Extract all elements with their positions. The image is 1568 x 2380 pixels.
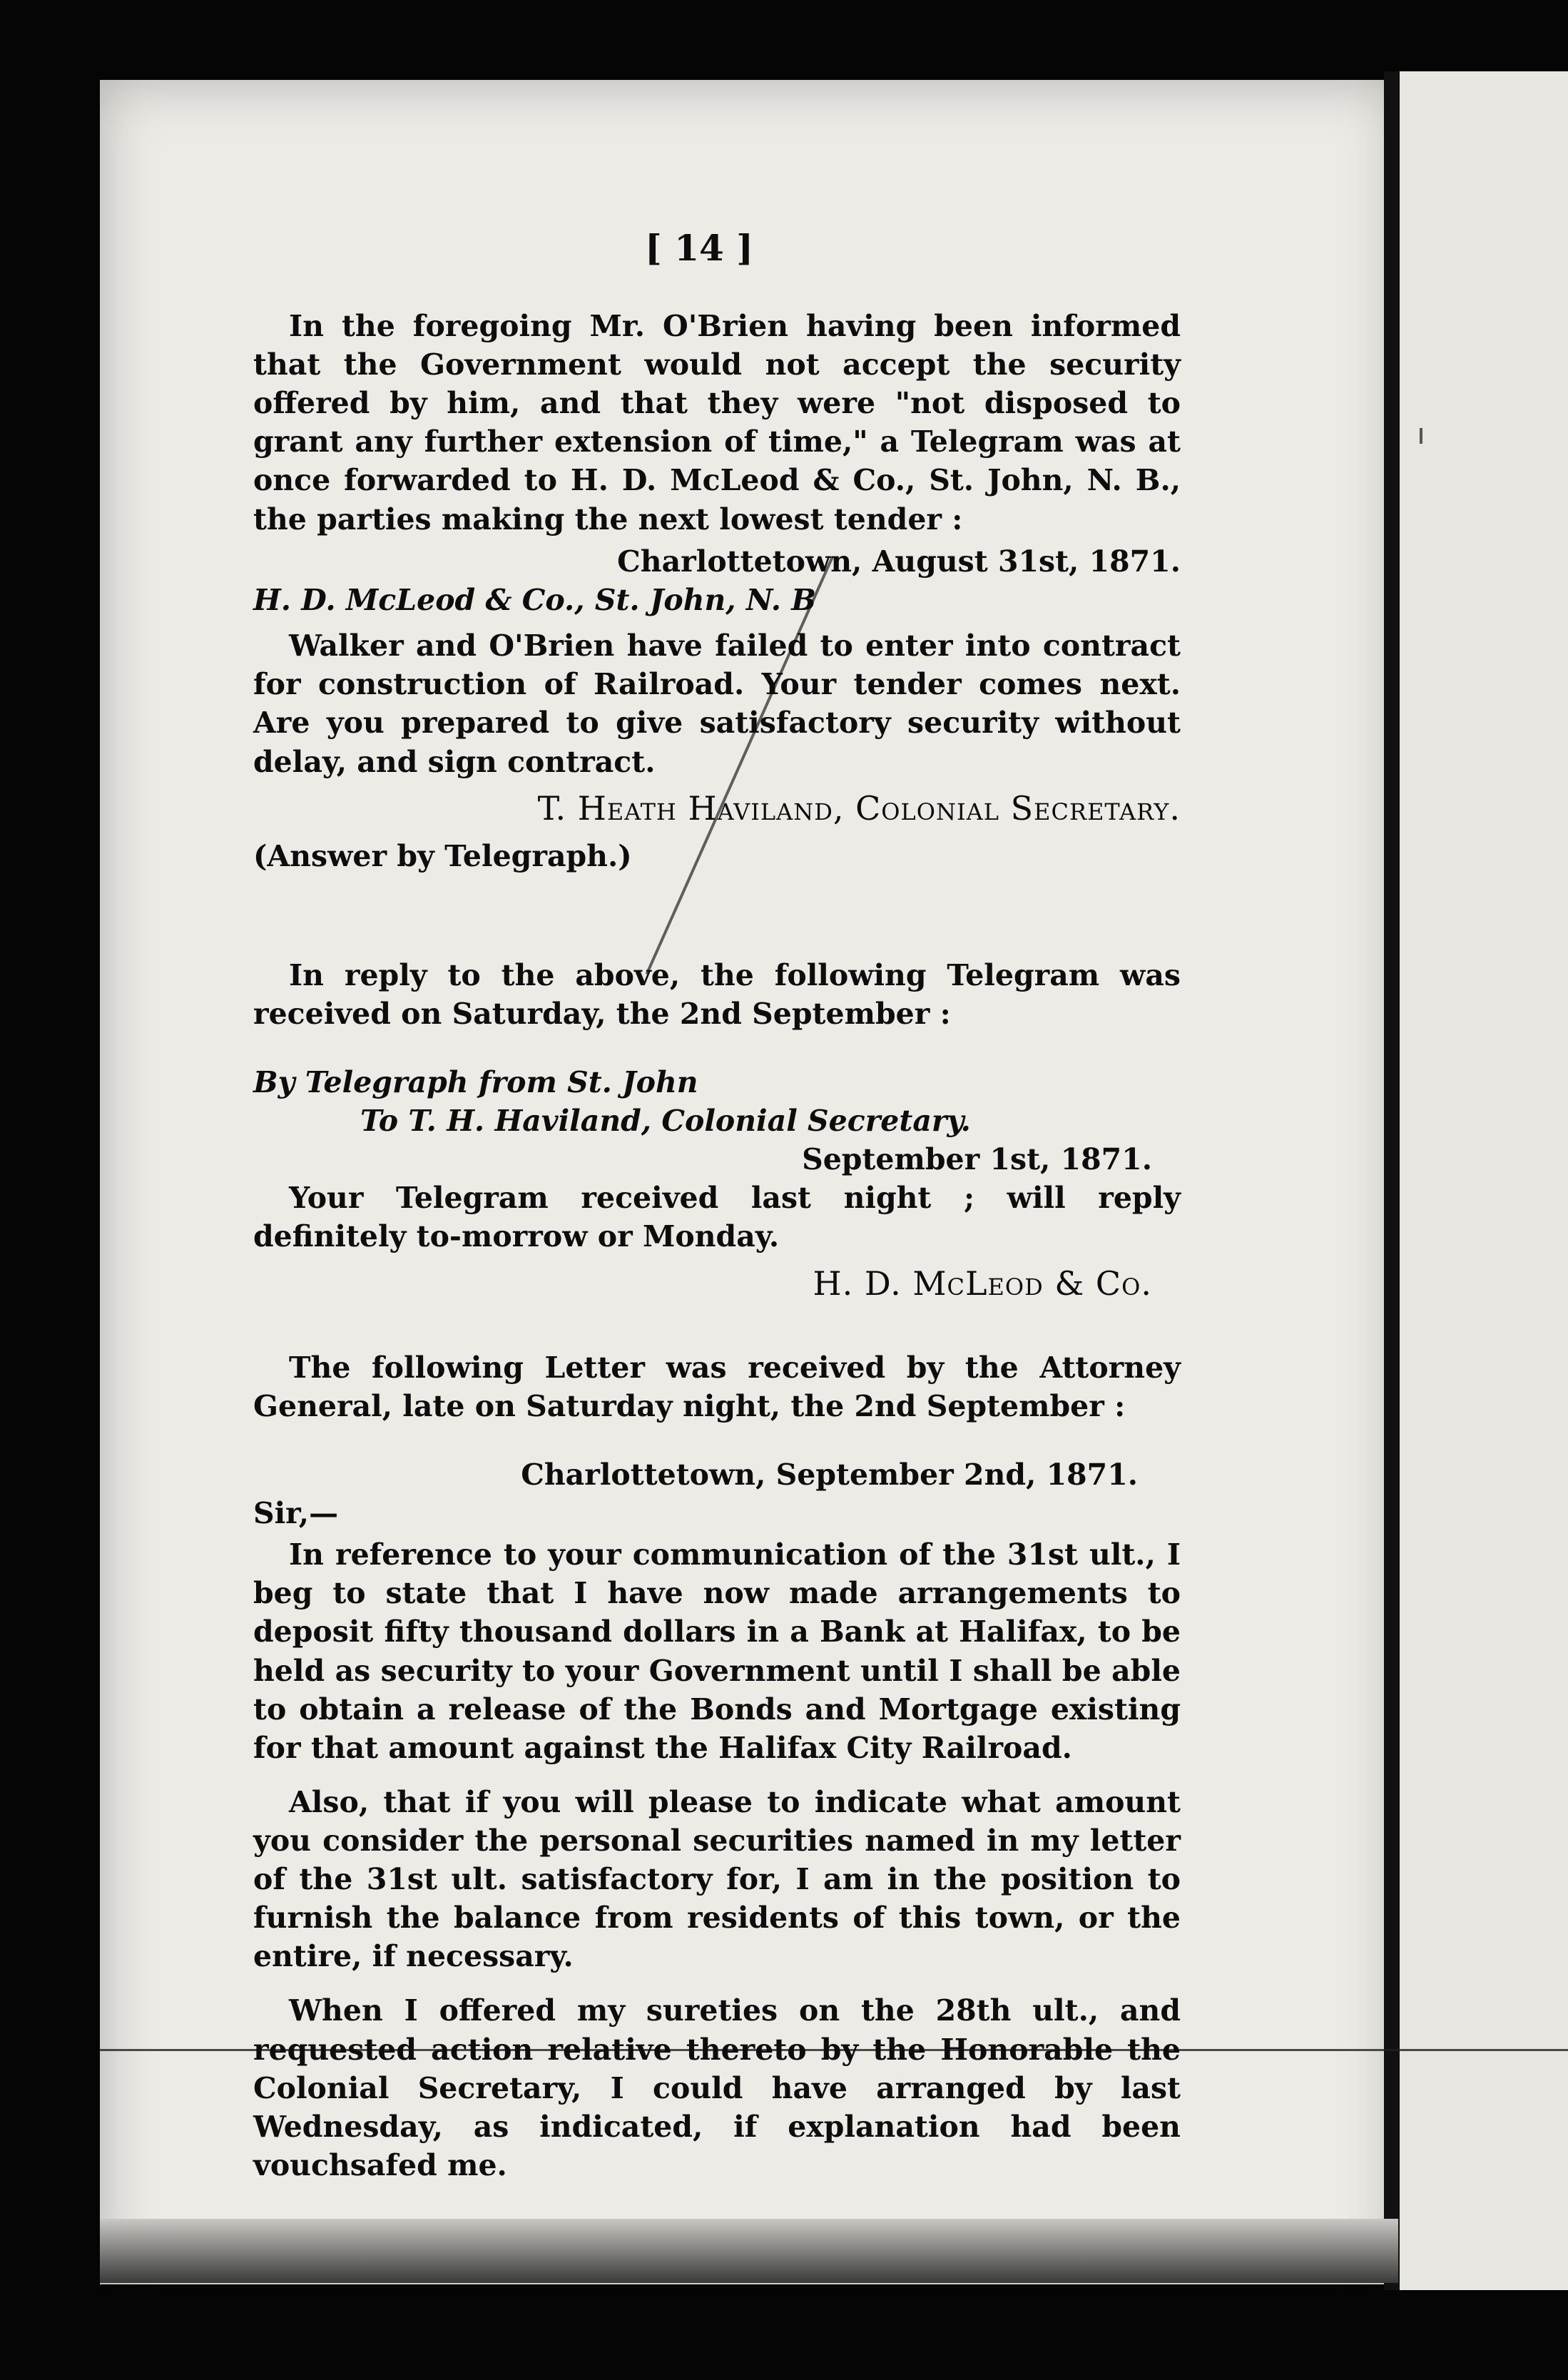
letter-dateline: Charlottetown, September 2nd, 1871. [521,1458,1138,1492]
telegram-2-signature: H. D. McLeod & Co. [813,1263,1152,1303]
letter-salutation: Sir,— [253,1496,339,1531]
letter [253,1455,1181,2185]
adjacent-page [1400,71,1568,2290]
reply-intro-text: In reply to the above, the following Telegram was received on Saturday, the 2nd September : [253,958,1181,1032]
telegram-1-addressee: H. D. McLeod & Co., St. John, N. B [253,583,816,618]
telegram-1-body: Walker and O'Brien have failed to enter into contract for construction of Railroad. Your tender comes next. Are you prepared to give satisfactory security without delay, and sign contract. [253,629,1181,779]
binding-edge [1384,71,1400,2290]
letter-paragraph-2: Also, that if you will please to indicate what amount you consider the personal securities named in my letter of the 31st ult. satisfactory for, I am in the position to furnish the balance from residents of this town, or the entire, if necessary. [253,1784,1181,1974]
telegram-1-dateline: Charlottetown, August 31st, 1871. [617,544,1181,579]
letter-intro-text: The following Letter was received by the Attorney General, late on Saturday night, the 2nd September : [253,1351,1181,1424]
reply-intro [253,956,1181,1033]
telegram-2-dateline: September 1st, 1871. [802,1142,1152,1177]
intro-text: In the foregoing Mr. O'Brien having been informed that the Government would not accept the security offered by him, and that they were "not disposed to grant any further extension of time," a Telegram was at once forwarded to H. D. McLeod & Co., St. John, N. B., the parties making the next lowest tender : [253,309,1181,536]
page-number: [ 14 ] [645,227,753,269]
telegram-1-note: (Answer by Telegraph.) [253,839,632,874]
telegram-2-from: By Telegraph from St. John [253,1065,698,1099]
letter-paragraph-3: When I offered my sureties on the 28th ult., and requested action relative thereto by the Honorable the Colonial Secretary, I could have arranged by last Wednesday, as indicated, if explanation had been vouchsafed me. [253,1993,1181,2182]
letter-paragraph-1: In reference to your communication of the 31st ult., I beg to state that I have now made arrangements to deposit fifty thousand dollars in a Bank at Halifax, to be held as security to your Government until I shall be able to obtain a release of the Bonds and Mortgage existing for that amount against the Halifax City Railroad. [253,1537,1181,1765]
telegram-1 [253,542,1181,875]
adjacent-page-mark [1420,428,1422,444]
telegram-1-signature: T. Heath Haviland, Colonial Secretary. [537,788,1181,828]
telegram-2 [253,1063,1181,1305]
intro-paragraph [253,307,1181,539]
letter-intro [253,1348,1181,1425]
telegram-2-body: Your Telegram received last night ; will reply definitely to-morrow or Monday. [253,1181,1181,1254]
page-bottom-shadow [100,2219,1398,2283]
telegram-2-to: To T. H. Haviland, Colonial Secretary. [360,1104,971,1139]
